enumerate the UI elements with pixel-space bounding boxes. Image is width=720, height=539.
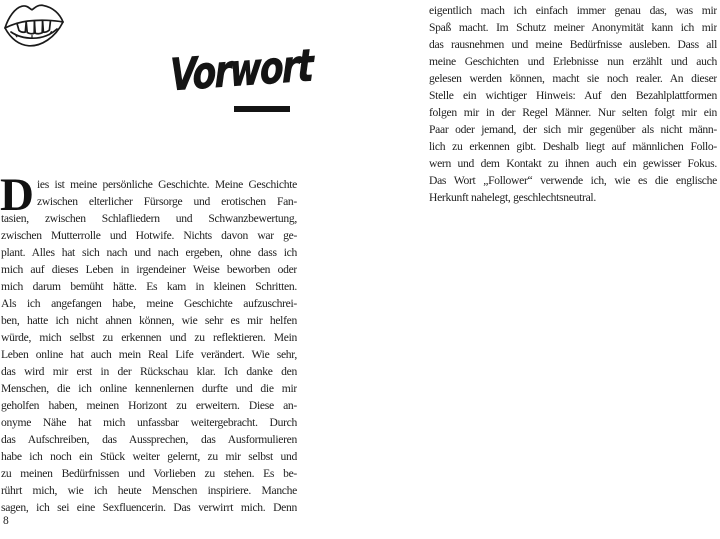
right-page-body-text xyxy=(429,2,717,206)
text-line: zu meinen Bedürfnissen und Vorlieben zu stehen. Es be- xyxy=(1,467,297,480)
text-line: mich auf dieses Leben in irgendeiner Weise beworben oder xyxy=(1,263,297,276)
text-line: plant. Alles hat sich nach und nach ergeben, ohne dass ich xyxy=(1,246,297,259)
text-line: wern und dem Kontakt zu ihnen auch ein gewisser Fokus. xyxy=(429,157,717,170)
text-line: folgen mir in der Regel Männer. Nur selten folgt mir ein xyxy=(429,106,717,119)
drop-cap: D xyxy=(0,169,34,221)
page-number: 8 xyxy=(3,515,9,527)
text-line: habe ich noch ein Stück weiter gelernt, zu mir selbst und xyxy=(1,450,297,463)
text-line: ben, hatte ich nicht ahnen können, wie sehr es mir helfen xyxy=(1,314,297,327)
text-line: Als ich angefangen habe, meine Geschichte aufzuschrei- xyxy=(1,297,297,310)
biting-lips-icon xyxy=(3,1,65,47)
text-line: Das Wort „Follower“ verwende ich, wie es die englische xyxy=(429,174,717,187)
text-line: meine Geschichten und Erlebnisse nun erzählt und auch xyxy=(429,55,717,68)
text-line: zwischen elterlicher Fürsorge und erotischen Fan- xyxy=(37,195,297,208)
text-line: tasien, zwischen Schlafliedern und Schwanzbewertung, xyxy=(1,212,297,225)
text-line: das rausnehmen und meine Bedürfnisse ausleben. Dass all xyxy=(429,38,717,51)
text-line: gelesen werden können, macht sie noch realer. An dieser xyxy=(429,72,717,85)
text-line: das Aufschreiben, das Aussprechen, das Ausformulieren xyxy=(1,433,297,446)
text-line: rührt mich, wie ich heute Menschen inspiriere. Manche xyxy=(1,484,297,497)
text-line: würde, mich selbst zu erkennen und zu reflektieren. Mein xyxy=(1,331,297,344)
text-line: das wird mir erst in der Rückschau klar. Ich danke den xyxy=(1,365,297,378)
chapter-title-wrap xyxy=(148,40,311,102)
title-underline xyxy=(234,106,290,112)
text-line: Spaß macht. Im Schutz meiner Anonymität kann ich mir xyxy=(429,21,717,34)
text-line: Herkunft nahelegt, geschlechtsneutral. xyxy=(429,191,596,204)
text-line: ies ist meine persönliche Geschichte. Meine Geschichte xyxy=(37,178,297,191)
chapter-title: Vorwort xyxy=(169,40,313,102)
text-line: Leben online hat auch mein Real Life verändert. Wie sehr, xyxy=(1,348,297,361)
text-line: onyme Nähe hat mich unfassbar weitergebracht. Durch xyxy=(1,416,297,429)
text-line: mich darum bemüht hätte. Es kam in kleinen Schritten. xyxy=(1,280,297,293)
text-line: eigentlich mach ich einfach immer genau das, was mir xyxy=(429,4,717,17)
text-line: geholfen haben, meinen Horizont zu erweitern. Diese an- xyxy=(1,399,297,412)
text-line: Stelle ein wichtiger Hinweis: Auf den Bezahlplattformen xyxy=(429,89,717,102)
text-line: zwischen Mutterrolle und Hotwife. Nichts davon war ge- xyxy=(1,229,297,242)
left-page-body-text xyxy=(1,176,297,516)
text-line: Menschen, die ich online kennenlernen durfte und die mir xyxy=(1,382,297,395)
text-line: sagen, ich sei eine Sexfluencerin. Das verwirrt mich. Denn xyxy=(1,501,297,514)
text-line: Paar oder jemand, der sich mir gegenüber als nicht männ- xyxy=(429,123,717,136)
text-line: lich zu erkennen gibt. Deshalb liegt auf männlichen Follo- xyxy=(429,140,717,153)
